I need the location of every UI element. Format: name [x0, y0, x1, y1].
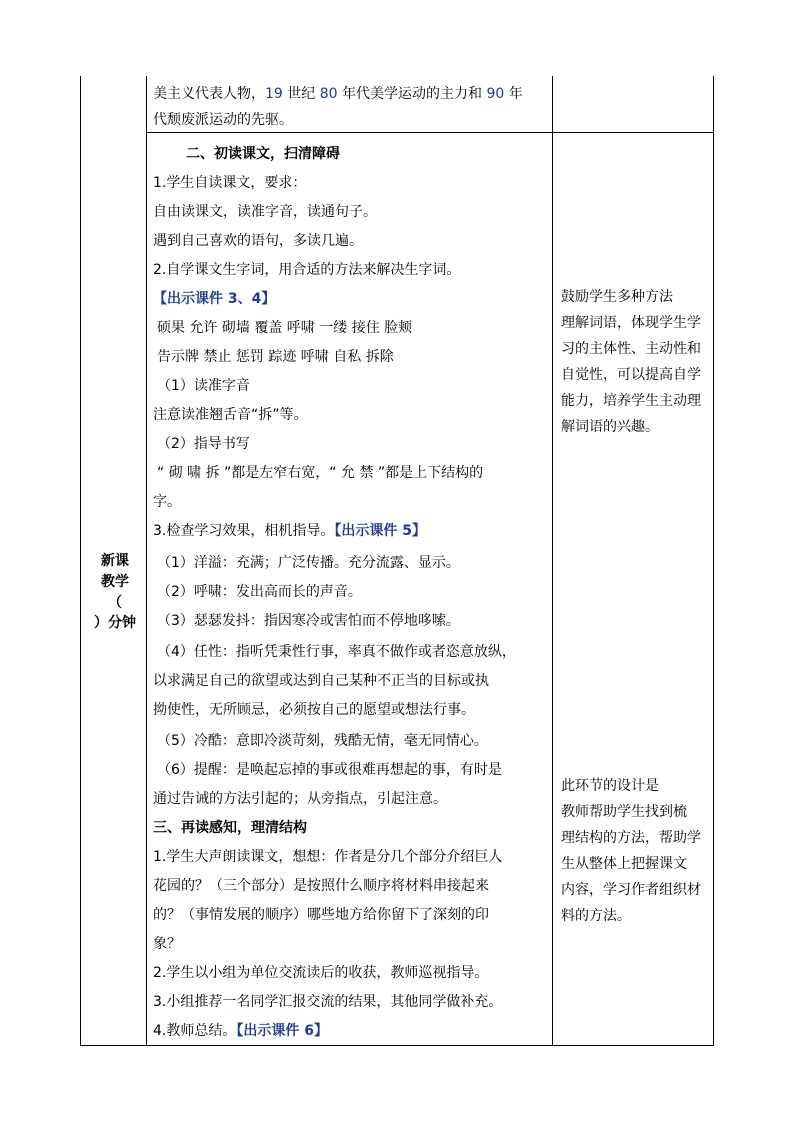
section-label-line-3: （: [108, 595, 122, 611]
table-border-bottom: [80, 1045, 714, 1046]
definition-line: （1）洋溢：充满；广泛传播。充分流露、显示。: [157, 555, 460, 571]
table-border-right: [713, 76, 714, 1046]
content-line: （1）读准字音: [157, 378, 250, 394]
section-label-line-4: ）分钟: [94, 615, 136, 631]
content-line: 1.学生自读课文，要求：: [153, 175, 307, 191]
table-border-left: [80, 76, 81, 1046]
content-line: 遇到自己喜欢的语句，多读几遍。: [153, 233, 363, 249]
definition-line: 拗使性，无所顾忌，必须按自己的愿望或想法行事。: [153, 702, 475, 718]
table-divider-1: [146, 76, 147, 1046]
content-line: 花园的？（三个部分）是按照什么顺序将材料串接起来: [153, 878, 489, 894]
definition-line: （2）呼啸：发出高而长的声音。: [157, 584, 362, 600]
section-heading-3: 三、再读感知，理清结构: [153, 820, 307, 836]
content-line: 的？（事情发展的顺序）哪些地方给你留下了深刻的印: [153, 907, 489, 923]
content-line: 2.学生以小组为单位交流读后的收获，教师巡视指导。: [153, 965, 489, 981]
content-line: 4.教师总结。【出示课件 6】: [153, 1023, 328, 1039]
definition-line: （4）任性：指听凭秉性行事，率真不做作或者恣意放纵，: [157, 644, 516, 660]
content-line: 注意读准翘舌音“拆”等。: [153, 407, 308, 423]
lesson-plan-table: [80, 76, 714, 1046]
table-divider-2: [552, 76, 553, 1046]
content-line: 3.检查学习效果，相机指导。【出示课件 5】: [153, 523, 426, 539]
content-line: 自由读课文，读准字音，读通句子。: [153, 204, 377, 220]
vocab-line-2: 告示牌 禁止 惩罚 踪迹 呼啸 自私 拆除: [157, 349, 394, 365]
courseware-tag: 【出示课件 3、4】: [153, 291, 276, 307]
definition-line: （3）瑟瑟发抖：指因寒冷或害怕而不停地哆嗦。: [157, 613, 460, 629]
definition-line: 以求满足自己的欲望或达到自己某种不正当的目标或执: [153, 673, 489, 689]
content-line: “ 砌 啸 拆 ”都是左窄右宽，“ 允 禁 ”都是上下结构的: [157, 465, 484, 481]
vocab-line-1: 硕果 允许 砌墙 覆盖 呼啸 一缕 接住 脸颊: [157, 320, 413, 336]
courseware-tag: 【出示课件 5】: [334, 523, 426, 539]
design-note-1: 鼓励学生多种方法 理解词语，体现学生学 习的主体性、主动性和 自觉性，可以提高自学 能力，培养学生主动理 解词语的兴趣。: [561, 289, 701, 435]
content-line: 字。: [153, 494, 181, 510]
section-heading-2: 二、初读课文，扫清障碍: [186, 146, 340, 162]
content-line: （2）指导书写: [157, 436, 250, 452]
definition-line: （5）冷酷：意即冷淡苛刻，残酷无情，毫无同情心。: [157, 733, 488, 749]
content-line: 2.自学课文生字词，用合适的方法来解决生字词。: [153, 262, 461, 278]
section-label-line-2: 教学: [101, 574, 129, 590]
content-line: 1.学生大声朗读课文，想想：作者是分几个部分介绍巨人: [153, 849, 503, 865]
top-row-line-1: 美主义代表人物，19 世纪 80 年代美学运动的主力和 90 年: [153, 86, 523, 102]
section-label-line-1: 新课: [101, 553, 129, 569]
content-line: 3.小组推荐一名同学汇报交流的结果，其他同学做补充。: [153, 994, 503, 1010]
row-divider: [146, 132, 714, 133]
courseware-tag: 【出示课件 6】: [236, 1023, 328, 1039]
definition-line: 通过告诫的方法引起的；从旁指点，引起注意。: [153, 791, 447, 807]
content-line: 象？: [153, 936, 181, 952]
design-note-2: 此环节的设计是 教师帮助学生找到梳 理结构的方法，帮助学 生从整体上把握课文 内容，学习作者组织材 料的方法。: [561, 778, 701, 924]
definition-line: （6）提醒：是唤起忘掉的事或很难再想起的事，有时是: [157, 762, 502, 778]
top-row-line-2: 代颓废派运动的先驱。: [153, 112, 293, 128]
